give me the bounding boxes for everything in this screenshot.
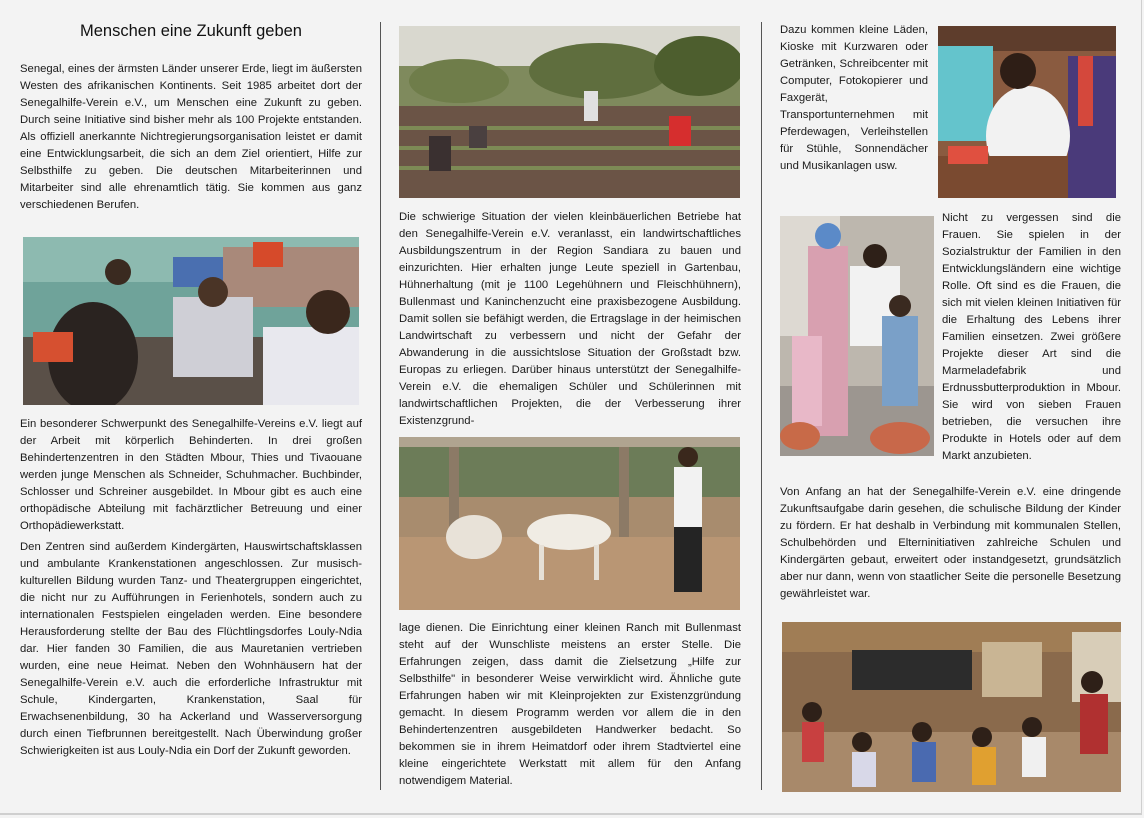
women-paragraph: Nicht zu vergessen sind die Frauen. Sie spielen in der Sozialstruktur der Familien in den Entwicklungsländern eine wichtige Rolle. Oft sind es die Frauen, die sich mit vielen kleinen Initiativen für die Erhaltung des Lebens ihrer Familien einsetzen. Zwei größere Projekte dieser Art sind die Marmeladefabrik und Erdnussbutterproduktion in Mbour. Sie wird von sieben Frauen betrieben, die versuchen ihre Produkte in Hotels oder auf dem Markt anzubieten. [942, 212, 1121, 462]
small-business-paragraph: Dazu kommen kleine Läden, Kioske mit Kurzwaren oder Getränken, Schreibcenter mit Computer, Fotokopierer und Faxgerät, Transportunternehmen mit Pferdewagen, Verleihstellen für Stühle, Sonnendächer und Musikanlagen usw. [780, 24, 928, 172]
centers-paragraph: Den Zentren sind außerdem Kindergärten, Hauswirtschaftsklassen und ambulante Krankenstationen angeschlossen. Zur musisch-kulturellen Bildung wurden Tanz- und Theatergruppen eingerichtet, die nicht nur zu Aufführungen in Ferienhotels, sondern auch zu internationalen Festspielen eingeladen werden. Eine besondere Herausforderung stellte der Bau des Flüchtlingsdorfes Louly-Ndia dar. Hier fanden 30 Familien, die aus Mauretanien vertrieben wurden, eine neue Heimat. Neben den Wohnhäusern hat der Senegalhilfe-Verein e.V. auch die erforderliche Infrastruktur mit Schule, Kindergarten, Krankenstation, Saal für Erwachsenenbildung, 30 ha Ackerland und Wasserversorgung durch einen Tiefbrunnen bereitgestellt. Nach Überwindung großer Schwierigkeiten ist aus Louly-Ndia ein Dorf der Zukunft geworden. [20, 541, 362, 757]
column-divider [761, 22, 762, 790]
schools-paragraph: Von Anfang an hat der Senegalhilfe-Verein e.V. eine dringende Zukunftsaufgabe darin gesehen, die schulische Bildung der Kinder zu fördern. Er hat deshalb in Verbindung mit kommunalen Stellen, Schulbehörden und Elterninitiativen zahlreiche Schulen und Kindergärten gebaut, erweitert oder instandgesetzt, grundsätzlich aber nur dann, wenn von staatlicher Seite die personelle Besetzung gewährleistet war. [780, 486, 1121, 600]
shop-woman-photo [938, 26, 1116, 198]
cattle-photo [399, 437, 740, 610]
disability-paragraph: Ein besonderer Schwerpunkt des Senegalhilfe-Vereins e.V. liegt auf der Arbeit mit körperlich Behinderten. In drei großen Behindertenzentren in den Städten Mbour, Thies und Tivaouane werden junge Menschen als Schneider, Schuhmacher. Buchbinder, Schlosser und Schreiner ausgebildet. In Mbour gibt es auch eine orthopädische Abteilung mit fachärztlicher Betreuung und einer Orthopädiewerkstatt. [20, 418, 362, 532]
column-divider [380, 22, 381, 790]
women-children-photo [780, 216, 934, 456]
classroom-photo [782, 622, 1121, 792]
article-title: Menschen eine Zukunft geben [80, 22, 302, 40]
intro-paragraph: Senegal, eines der ärmsten Länder unserer Erde, liegt im äußersten Westen des afrikanischen Kontinents. Seit 1985 arbeitet dort der Senegalhilfe-Verein e.V., um Menschen eine Zukunft zu geben. Durch seine Initiative sind bisher mehr als 100 Projekte entstanden. Als offiziell anerkannte Nichtregierungsorganisation leistet er damit eine Entwicklungsarbeit, die sich an dem Ziel orientiert, Hilfe zur Selbsthilfe zu geben. Die deutschen Mitarbeiterinnen und Mitarbeiter sind alle ehrenamtlich tätig. Sie kommen aus ganz verschiedenen Berufen. [20, 63, 362, 211]
agriculture-paragraph: Die schwierige Situation der vielen kleinbäuerlichen Betriebe hat den Senegalhilfe-Verein e.V. veranlasst, ein landwirtschaftliches Ausbildungszentrum in der Region Sandiara zu bauen und einzurichten. Hier erhalten junge Leute speziell in Gartenbau, Hühnerhaltung (mit je 1100 Legehühnern und Fleischhühnern), Bullenmast und Kaninchenzucht eine praxisbezogene Ausbildung. Damit sollen sie befähigt werden, die Ertragslage in der heimischen Landwirtschaft zu verbessern und nicht der Gefahr der Abwanderung in die aussichtslose Situation der Großstadt bzw. Europas zu erliegen. Darüber hinaus unterstützt der Senegalhilfe-Verein e.V. die ehemaligen Schüler und Schülerinnen mit landwirtschaftlichen Projekten, die der Verbesserung ihrer Existenzgrund- [399, 211, 741, 427]
field-photo [399, 26, 740, 198]
workshop-photo [23, 237, 359, 405]
ranch-paragraph: lage dienen. Die Einrichtung einer kleinen Ranch mit Bullenmast steht auf der Wunschliste meistens an erster Stelle. Die Erfahrungen zeigen, dass damit die Zielsetzung „Hilfe zur Selbsthilfe" in besonderer Weise verwirklicht wird. Ähnliche gute Erfahrungen haben wir mit Kleinprojekten zur Existenzgründung gemacht. In diesem Programm werden vor allem die in den Behindertenzentren ausgebildeten Handwerker bedacht. So bekommen sie in ihrem Heimatdorf oder ihrem Stadtviertel eine kleine eingerichtete Werkstatt mit allem für den Anfang notwendigem Material. [399, 622, 741, 787]
